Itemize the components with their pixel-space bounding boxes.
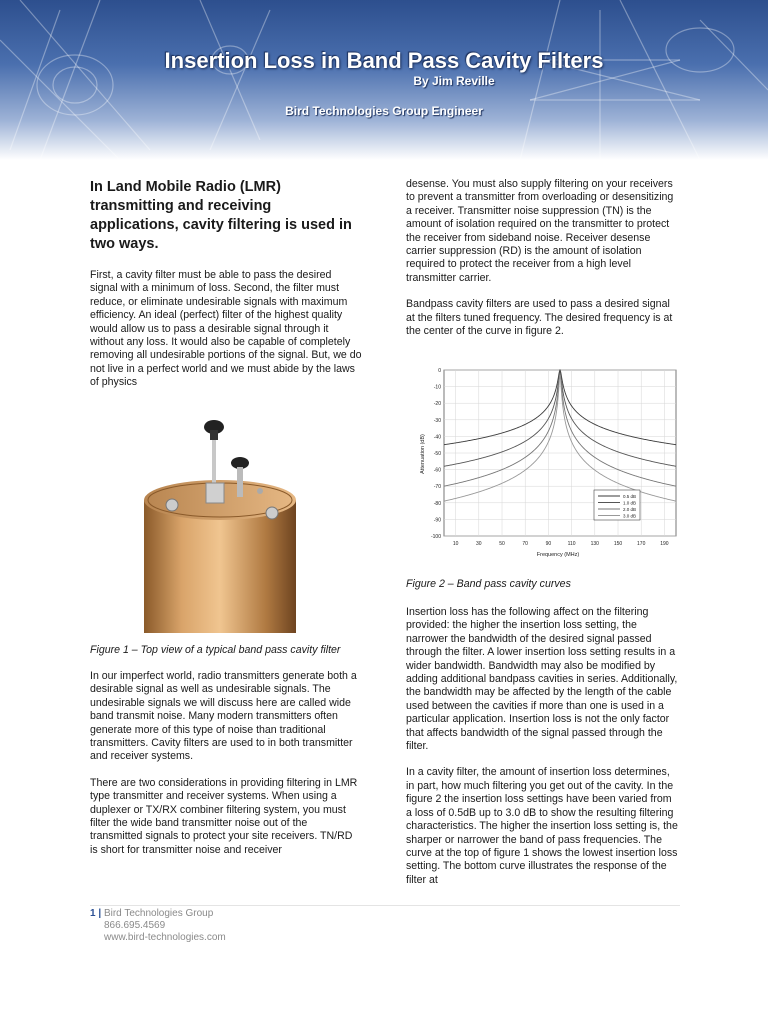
x-tick-label: 70	[522, 541, 528, 547]
y-tick-label: -10	[433, 384, 441, 391]
author-role: Bird Technologies Group Engineer	[285, 104, 483, 118]
paragraph: desense. You must also supply filtering on your receivers to prevent a transmitter from overloading or desensitizing a receiver. Transmitter noise suppression (TN) is the amount of isolation required on the transmitter to protect the receiver from sideband noise. Receiver desense carrier suppression (RD) is the amount of isolation required to protect the receiver from a high level transmitter carrier.	[406, 178, 674, 284]
paragraph: Insertion loss has the following affect on the filtering provided: the higher the insertion loss setting, the narrower the bandwidth of the desired signal passed through the filter. A lower insertion loss setting results in a wider bandwidth. Bandwidth may also be modified by adding additional bandpass cavities in series. Additionally, the bandwidth may be affected by the length of the cable used between the cavities if more than one is used in a particular application. Insertion loss is not the only factor that affects bandwidth of the signal passed through the filter.	[406, 606, 678, 753]
y-tick-label: -100	[430, 534, 441, 540]
footer-phone: 866.695.4569	[104, 920, 166, 931]
paragraph: In our imperfect world, radio transmitters generate both a desirable signal as well as undesirable signals. The undesirable signals we will discuss here are called wide band transmit noise. Many modern transmitters often generate more of this type of noise than traditional transmitters. Cavity filters are used to in both transmitter and receiver systems.	[90, 670, 357, 763]
y-tick-label: -70	[433, 484, 441, 491]
y-axis-label: Attenuation (dB)	[420, 434, 426, 474]
page-footer	[90, 905, 680, 944]
figure-1-caption: Figure 1 – Top view of a typical band pass cavity filter	[90, 644, 341, 656]
x-tick-labels	[453, 541, 669, 547]
y-tick-label: -50	[433, 451, 441, 457]
band-pass-chart	[418, 364, 680, 564]
page-number: 1	[90, 908, 96, 919]
page-title: Insertion Loss in Band Pass Cavity Filters	[164, 48, 604, 73]
x-tick-label: 170	[637, 541, 646, 547]
x-tick-label: 30	[476, 541, 482, 547]
x-tick-label: 110	[567, 541, 576, 547]
y-tick-label: -30	[433, 417, 441, 424]
footer-website[interactable]: www.bird-technologies.com	[104, 932, 226, 943]
y-tick-label: -40	[433, 434, 441, 441]
chart-legend	[594, 490, 640, 520]
footer-separator: |	[98, 908, 102, 919]
x-tick-label: 90	[545, 541, 552, 547]
right-column-lower	[406, 578, 678, 900]
y-tick-label: 0	[438, 368, 441, 374]
paragraph: Bandpass cavity filters are used to pass a desired signal at the filters tuned frequency. The desired frequency is at the center of the curve in figure 2.	[406, 298, 673, 338]
paragraph: In a cavity filter, the amount of insertion loss determines, in part, how much filtering you get out of the cavity. In the figure 2 the insertion loss settings have been varied from a loss of 0.5dB up to 3.0 dB to show the resulting filtering characteristics. The higher the insertion loss setting is, the sharper or narrower the band of pass frequencies. The curve at the top of figure 1 shows the lowest insertion loss setting. The bottom curve illustrates the response of the filter at	[406, 766, 678, 886]
legend-label: 2.0 dB	[623, 506, 637, 512]
right-column	[406, 178, 678, 351]
footer-company: Bird Technologies Group	[103, 908, 214, 919]
x-axis-label: Frequency (MHz)	[536, 552, 580, 558]
legend-label: 1.0 dB	[623, 500, 637, 506]
x-tick-label: 150	[613, 541, 623, 547]
x-tick-label: 50	[499, 541, 505, 547]
author-byline	[0, 74, 768, 88]
legend-label: 3.0 dB	[623, 513, 637, 519]
left-column	[90, 178, 362, 403]
y-tick-labels	[431, 368, 441, 540]
author-name: By Jim Reville	[413, 74, 495, 88]
x-tick-label: 10	[452, 541, 459, 547]
left-column-lower	[90, 644, 362, 870]
y-tick-label: -80	[433, 500, 441, 507]
legend-label: 0.5 dB	[623, 493, 637, 499]
y-tick-label: -90	[433, 517, 441, 524]
figure-2-caption: Figure 2 – Band pass cavity curves	[406, 578, 571, 590]
y-tick-label: -20	[433, 401, 441, 408]
x-tick-label: 190	[660, 541, 669, 547]
lead-paragraph: In Land Mobile Radio (LMR) transmitting and receiving applications, cavity filtering is used in two ways.	[90, 179, 352, 252]
cavity-filter-photo	[92, 405, 304, 633]
paragraph: There are two considerations in providing filtering in LMR type transmitter and receiver systems. When using a duplexer or TX/RX combiner filtering system, you must filter the wide band transmitter noise out of the transmitted signals to protect your site receivers. TN/RD is short for transmitter noise and receiver	[90, 776, 358, 856]
header-banner	[0, 0, 768, 160]
x-tick-label: 130	[590, 541, 599, 547]
y-tick-label: -60	[433, 467, 441, 474]
paragraph: First, a cavity filter must be able to pass the desired signal with a minimum of loss. Second, the filter must reduce, or eliminate undesirable signals with maximum efficiency. An ideal (perfect) filter of the highest quality would allow us to pass a desirable signal through it without any loss. It would also be capable of completely removing all undesirable portions of the signal. But, we do not live in a perfect world and we must abide by the laws of physics	[90, 269, 362, 389]
